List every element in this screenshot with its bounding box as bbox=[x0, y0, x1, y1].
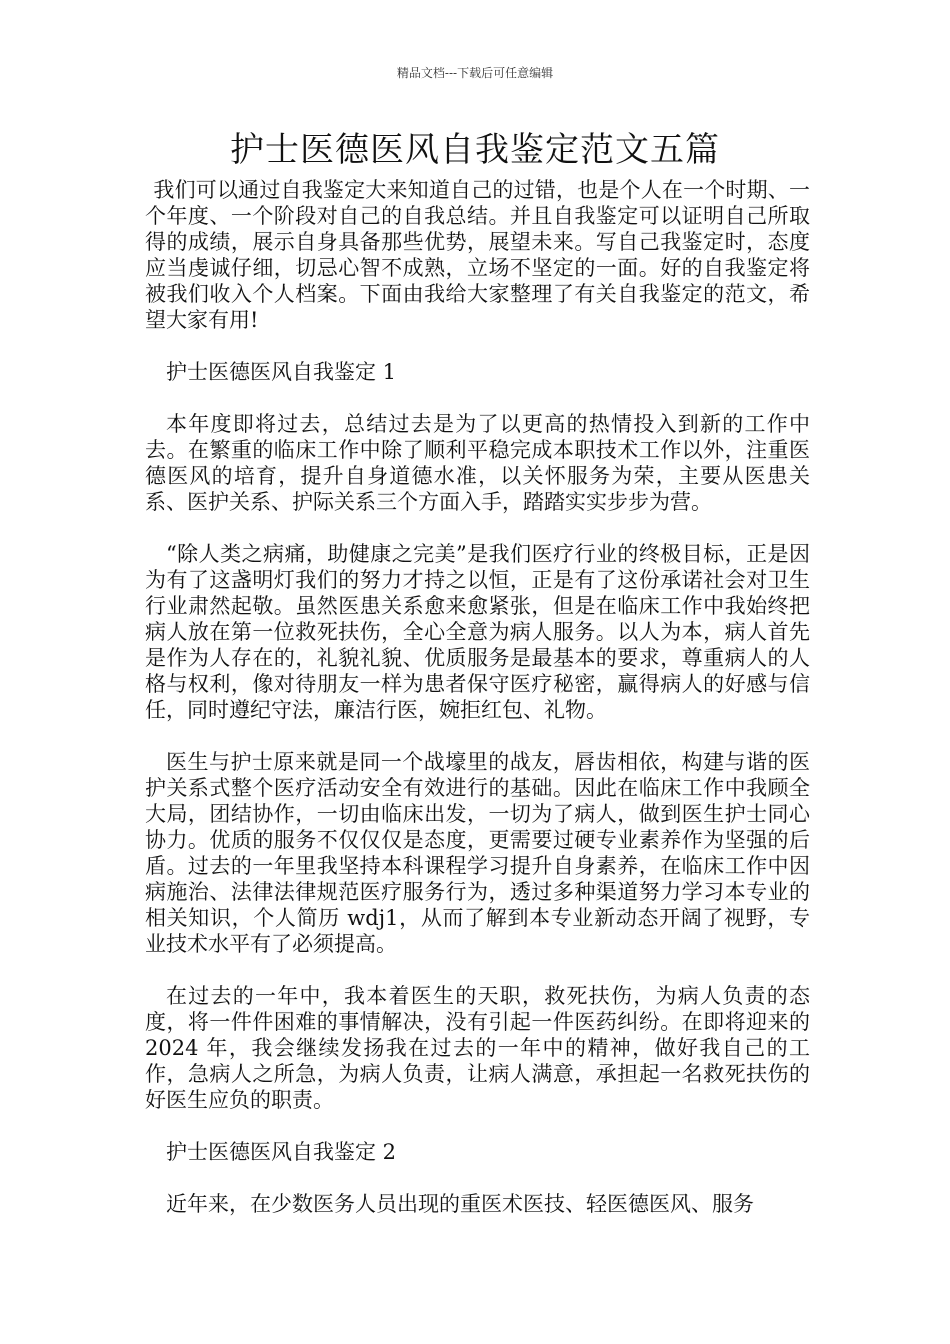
section-heading-2: 护士医德医风自我鉴定 2 bbox=[166, 1140, 397, 1164]
intro-paragraph: 我们可以通过自我鉴定大来知道自己的过错，也是个人在一个时期、一个年度、一个阶段对自己的自我总结。并且自我鉴定可以证明自己所取得的成绩，展示自身具备那些优势，展望未来。写自己我鉴定时，态度应当虔诚仔细，切忌心智不成熟，立场不坚定的一面。好的自我鉴定将被我们收入个人档案。下面由我给大家整理了有关自我鉴定的范文，希望大家有用! bbox=[145, 178, 810, 332]
page-header: 精品文档---下载后可任意编辑 bbox=[396, 66, 554, 80]
document-title: 护士医德医风自我鉴定范文五篇 bbox=[230, 130, 720, 170]
body-paragraph: 在过去的一年中，我本着医生的天职，救死扶伤，为病人负责的态度，将一件件困难的事情解决，没有引起一件医药纠纷。在即将迎来的 2024 年，我会继续发扬我在过去的一年中的精神，做好我自己的工作，急病人之所急，为病人负责，让病人满意，承担起一名救死扶伤的好医生应负的职责。 bbox=[145, 984, 810, 1112]
document-body bbox=[145, 177, 810, 1243]
section-heading-1: 护士医德医风自我鉴定 1 bbox=[166, 360, 397, 384]
body-paragraph: 近年来，在少数医务人员出现的重医术医技、轻医德医风、服务 bbox=[166, 1192, 754, 1216]
body-paragraph: 医生与护士原来就是同一个战壕里的战友，唇齿相依，构建与谐的医护关系式整个医疗活动安全有效进行的基础。因此在临床工作中我顾全大局，团结协作，一切由临床出发，一切为了病人，做到医生护士同心协力。优质的服务不仅仅仅是态度，更需要过硬专业素养作为坚强的后盾。过去的一年里我坚持本科课程学习提升自身素养，在临床工作中因病施治、法律法律规范医疗服务行为，透过多种渠道努力学习本专业的相关知识，个人简历 wdj1，从而了解到本专业新动态开阔了视野，专业技术水平有了必须提高。 bbox=[145, 750, 810, 956]
body-paragraph: 本年度即将过去，总结过去是为了以更高的热情投入到新的工作中去。在繁重的临床工作中除了顺利平稳完成本职技术工作以外，注重医德医风的培育，提升自身道德水准，以关怀服务为荣，主要从医患关系、医护关系、护际关系三个方面入手，踏踏实实步步为营。 bbox=[145, 412, 810, 514]
body-paragraph: “除人类之病痛，助健康之完美”是我们医疗行业的终极目标，正是因为有了这盏明灯我们的努力才持之以恒，正是有了这份承诺社会对卫生行业肃然起敬。虽然医患关系愈来愈紧张，但是在临床工作中我始终把病人放在第一位救死扶伤，全心全意为病人服务。以人为本，病人首先是作为人存在的，礼貌礼貌、优质服务是最基本的要求，尊重病人的人格与权利，像对待朋友一样为患者保守医疗秘密，赢得病人的好感与信任，同时遵纪守法，廉洁行医，婉拒红包、礼物。 bbox=[145, 542, 810, 722]
